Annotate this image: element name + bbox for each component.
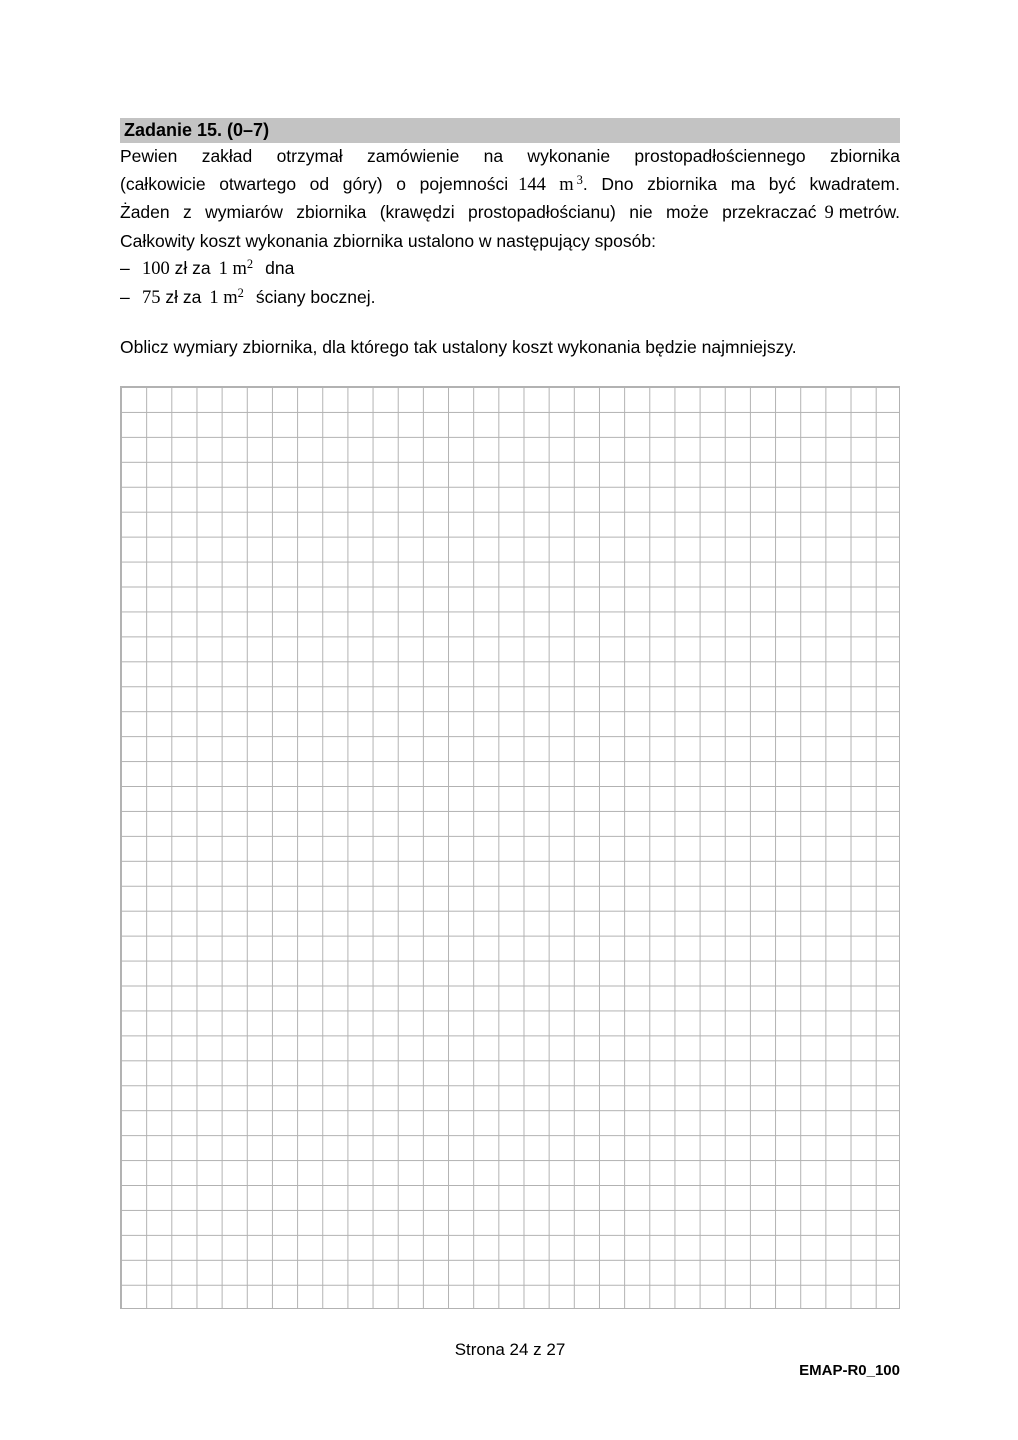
cost-item-bottom (120, 255, 900, 284)
task-line-2-pre: (całkowicie otwartego od góry) o pojemności (120, 173, 509, 194)
task-line-3-pre: Żaden z wymiarów zbiornika (krawędzi prostopadłościanu) nie może przekraczać (120, 202, 817, 222)
page-number: Strona 24 z 27 (454, 1340, 566, 1359)
task-header-bar (120, 118, 900, 143)
cost-item-side (120, 284, 900, 313)
cost-item-exponent: 2 (237, 285, 244, 300)
task-instruction (120, 334, 900, 362)
cost-item-price: 100 (142, 259, 170, 279)
task-line-1-text: Pewien zakład otrzymał zamówienie na wykonanie prostopadłościennego zbiornika (120, 146, 900, 166)
cost-item-mid: zł za (174, 258, 211, 278)
task-line-4 (120, 228, 900, 256)
dash-marker: – (120, 258, 130, 278)
task-line-3 (120, 199, 900, 228)
task-line-1 (120, 143, 900, 171)
document-code: EMAP-R0_100 (799, 1362, 900, 1379)
content-column (120, 118, 900, 1309)
cost-item-unit: 1 m (218, 259, 247, 279)
cost-item-exponent: 2 (246, 257, 254, 271)
cost-item-rest: dna (265, 258, 295, 278)
cost-item-mid: zł za (165, 286, 202, 307)
task-header-label: Zadanie 15. (0–7) (124, 120, 270, 140)
cost-list (120, 255, 900, 312)
dash-marker: – (120, 286, 130, 307)
max-dimension-value: 9 (824, 203, 834, 223)
cost-item-rest: ściany bocznej. (255, 286, 376, 307)
task-line-2-post: . Dno zbiornika ma być kwadratem. (582, 173, 900, 194)
task-line-4-text: Całkowity koszt wykonania zbiornika ustalono w następujący sposób: (120, 230, 656, 251)
cost-item-unit: 1 m (209, 287, 238, 308)
volume-exponent: 3 (576, 172, 583, 187)
task-line-3-post: metrów. (838, 202, 900, 222)
task-description (120, 143, 900, 255)
cost-item-price: 75 (142, 287, 161, 308)
worksheet-grid (120, 386, 900, 1309)
task-line-2 (120, 171, 900, 200)
volume-value: 144 m (518, 174, 574, 195)
task-instruction-text: Oblicz wymiary zbiornika, dla którego tak ustalony koszt wykonania będzie najmniejszy. (120, 337, 797, 357)
